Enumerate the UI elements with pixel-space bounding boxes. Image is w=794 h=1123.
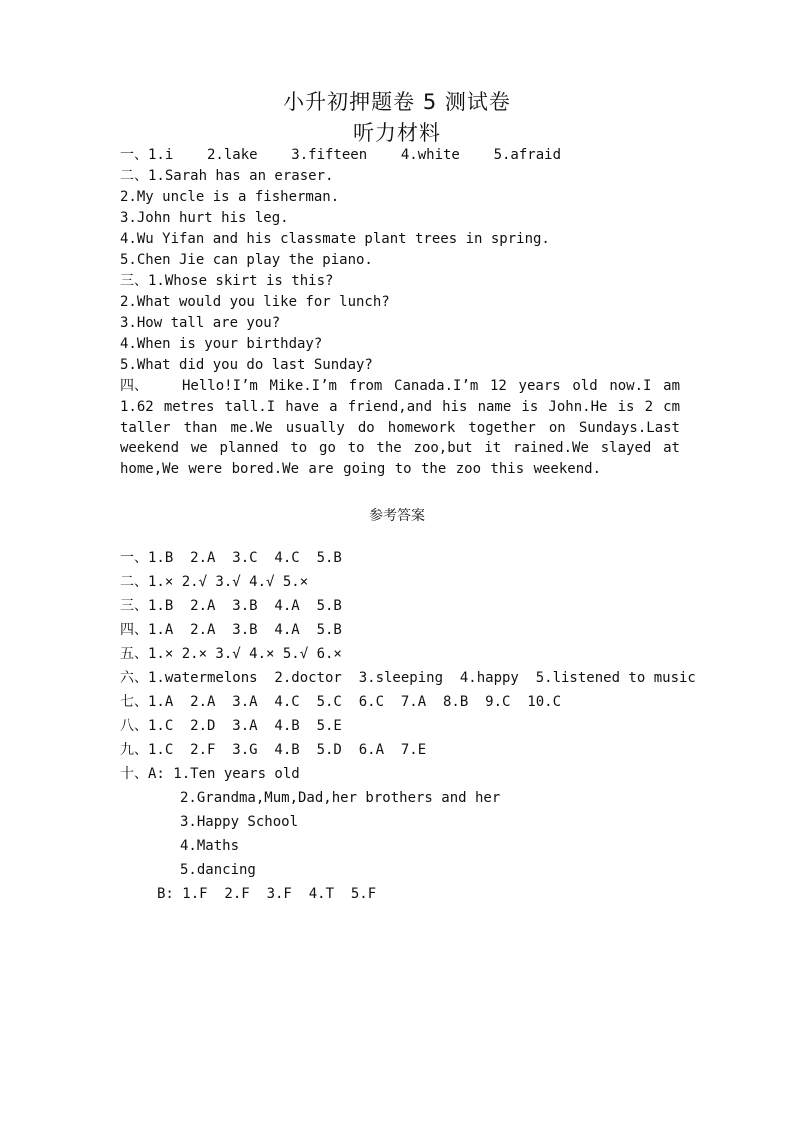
passage-label: 四、: [120, 378, 148, 394]
answer-line: 九、1.C 2.F 3.G 4.B 5.D 6.A 7.E: [120, 742, 427, 758]
answer-key: [120, 546, 720, 906]
listening-passage: [120, 376, 680, 480]
listening-line: 5.Chen Jie can play the piano.: [120, 252, 373, 268]
answer-key-title: 参考答案: [369, 508, 425, 524]
listening-line: 5.What did you do last Sunday?: [120, 357, 373, 373]
answer-part-b: B: 1.F 2.F 3.F 4.T 5.F: [157, 886, 377, 902]
answer-line: 十、A: 1.Ten years old: [120, 766, 300, 782]
listening-line: 3.John hurt his leg.: [120, 210, 289, 226]
answer-line: 二、1.× 2.√ 3.√ 4.√ 5.×: [120, 574, 309, 590]
answer-line: 七、1.A 2.A 3.A 4.C 5.C 6.C 7.A 8.B 9.C 10.C: [120, 694, 562, 710]
answer-line: 六、1.watermelons 2.doctor 3.sleeping 4.happy 5.listened to music: [120, 670, 696, 686]
page-subtitle: 听力材料: [353, 121, 441, 145]
answer-subitem: 4.Maths: [180, 838, 240, 854]
answer-line: 八、1.C 2.D 3.A 4.B 5.E: [120, 718, 342, 734]
passage-text: Hello!I’m Mike.I’m from Canada.I’m 12 years old now.I am 1.62 metres tall.I have a friend,and his name is John.He is 2 cm taller than me.We usually do homework together on Sundays.Last weekend we planned to go to the zoo,but it rained.We slayed at home,We were bored.We are going to the zoo this weekend.: [120, 378, 680, 478]
answer-line: 五、1.× 2.× 3.√ 4.× 5.√ 6.×: [120, 646, 342, 662]
answer-line: 四、1.A 2.A 3.B 4.A 5.B: [120, 622, 342, 638]
listening-line: 一、1.i 2.lake 3.fifteen 4.white 5.afraid: [120, 147, 562, 163]
answer-subitem: 3.Happy School: [180, 814, 299, 830]
listening-line: 二、1.Sarah has an eraser.: [120, 168, 334, 184]
answer-line: 一、1.B 2.A 3.C 4.C 5.B: [120, 550, 342, 566]
page-title: 小升初押题卷 5 测试卷: [283, 90, 511, 114]
listening-line: 3.How tall are you?: [120, 315, 281, 331]
listening-line: 2.My uncle is a fisherman.: [120, 189, 340, 205]
answer-line: 三、1.B 2.A 3.B 4.A 5.B: [120, 598, 342, 614]
answer-subitem: 2.Grandma,Mum,Dad,her brothers and her: [180, 790, 501, 806]
listening-line: 2.What would you like for lunch?: [120, 294, 390, 310]
listening-line: 三、1.Whose skirt is this?: [120, 273, 334, 289]
answer-subitem: 5.dancing: [180, 862, 256, 878]
listening-line: 4.When is your birthday?: [120, 336, 323, 352]
listening-line: 4.Wu Yifan and his classmate plant trees in spring.: [120, 231, 550, 247]
listening-material: [120, 145, 680, 480]
